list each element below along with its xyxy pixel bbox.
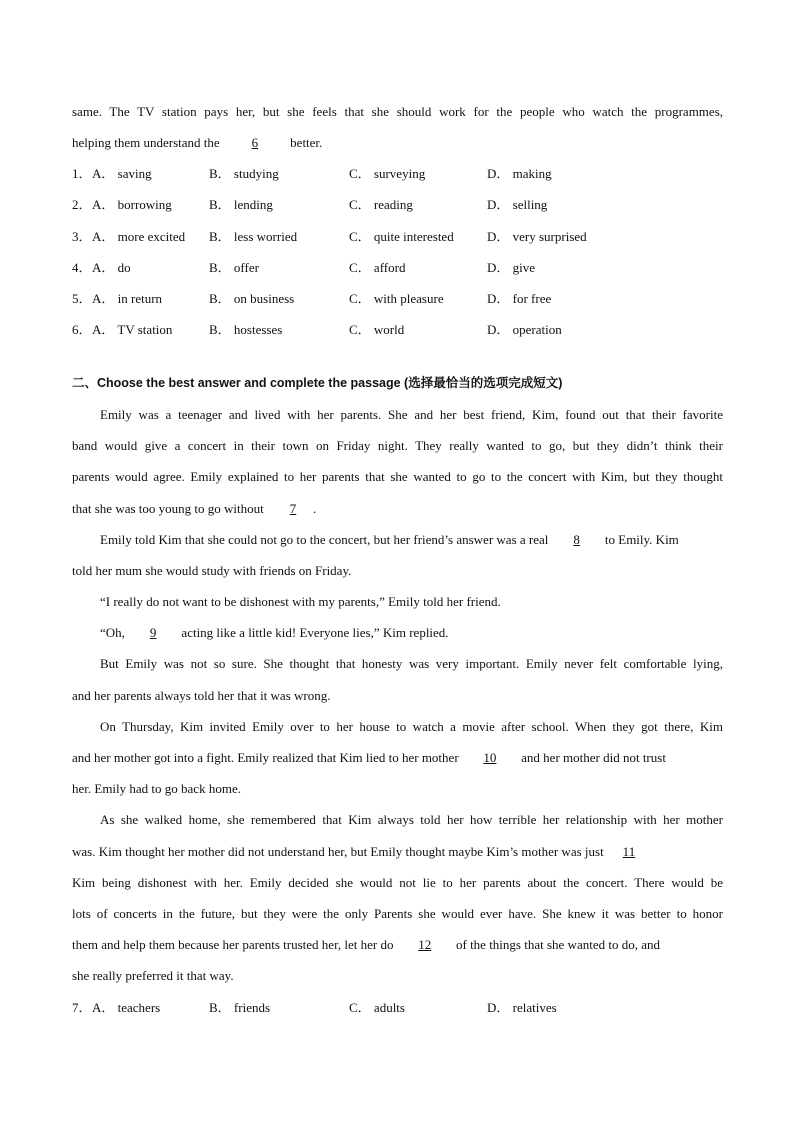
question-number: 5． <box>72 290 92 306</box>
intro-line-2 <box>72 127 723 158</box>
passage-line <box>72 742 723 773</box>
option-b[interactable]: B． friends <box>209 999 271 1015</box>
spacer <box>72 345 723 367</box>
option-a[interactable]: A． saving <box>92 166 152 182</box>
option-b[interactable]: B． hostesses <box>209 321 283 337</box>
passage-line: band would give a concert in their town on Friday night. They really wanted to go, but they didn’t think their <box>72 438 723 454</box>
option-d[interactable]: D． selling <box>487 197 548 213</box>
passage-line: told her mum she would study with friends on Friday. <box>72 562 352 578</box>
blank-10: 10 <box>483 750 497 765</box>
passage-text: Emily told Kim that she could not go to the concert, but her friend’s answer was a real <box>100 531 549 547</box>
blank-8: 8 <box>573 531 580 547</box>
option-b[interactable]: B． studying <box>209 166 279 182</box>
passage-line: Kim being dishonest with her. Emily decided she would not lie to her parents about the concert. There would be <box>72 874 723 890</box>
question-number: 4． <box>72 259 92 275</box>
question-row <box>72 992 723 1023</box>
option-d[interactable]: D． operation <box>487 321 562 337</box>
question-row <box>72 252 723 283</box>
option-c[interactable]: C． adults <box>349 999 405 1015</box>
option-c[interactable]: C． world <box>349 321 405 337</box>
option-b[interactable]: B． lending <box>209 197 273 213</box>
option-c[interactable]: C． afford <box>349 259 406 275</box>
passage-line: “I really do not want to be dishonest with my parents,” Emily told her friend. <box>100 594 501 610</box>
passage-line: On Thursday, Kim invited Emily over to her house to watch a movie after school. When they got there, Kim <box>100 718 723 734</box>
option-a[interactable]: A． teachers <box>92 999 161 1015</box>
option-c[interactable]: C． reading <box>349 197 413 213</box>
question-list-top <box>72 158 723 345</box>
option-d[interactable]: D． for free <box>487 290 552 306</box>
blank-7: 7 <box>289 500 297 516</box>
intro-line-1: same. The TV station pays her, but she feels that she should work for the people who watch the programmes, <box>72 104 723 119</box>
passage-text: . <box>313 500 317 516</box>
option-d[interactable]: D． very surprised <box>487 228 587 244</box>
question-number: 7． <box>72 999 92 1015</box>
passage-line: parents would agree. Emily explained to her parents that she wanted to go to the concert with Kim, but they thought <box>72 469 723 485</box>
option-d[interactable]: D． relatives <box>487 999 557 1015</box>
passage-text: to Emily. Kim <box>604 531 679 547</box>
question-number: 6． <box>72 321 92 337</box>
option-b[interactable]: B． offer <box>209 259 259 275</box>
passage-text: was. Kim thought her mother did not understand her, but Emily thought maybe Kim’s mother was just <box>72 843 604 859</box>
passage-line <box>72 493 723 524</box>
option-a[interactable]: A． more excited <box>92 228 186 244</box>
question-row <box>72 314 723 345</box>
option-b[interactable]: B． less worried <box>209 228 298 244</box>
question-number: 1． <box>72 166 92 182</box>
blank-6: 6 <box>251 135 259 151</box>
passage-text: “Oh, <box>100 625 125 641</box>
option-a[interactable]: A． borrowing <box>92 197 172 213</box>
passage-text: them and help them because her parents trusted her, let her do <box>72 937 394 953</box>
question-list-bottom <box>72 992 723 1023</box>
option-c[interactable]: C． quite interested <box>349 228 454 244</box>
passage-text: and her mother did not trust <box>521 750 666 765</box>
option-b[interactable]: B． on business <box>209 290 295 306</box>
blank-12: 12 <box>418 937 432 953</box>
passage-line: As she walked home, she remembered that Kim always told her how terrible her relationship with her mother <box>100 812 723 828</box>
question-number: 2． <box>72 197 92 213</box>
passage-line: lots of concerts in the future, but they were the only Parents she would ever have. She knew it was better to honor <box>72 905 723 921</box>
worksheet-page <box>72 96 723 1023</box>
blank-9: 9 <box>149 625 157 641</box>
passage-line: Emily was a teenager and lived with her parents. She and her best friend, Kim, found out that their favorite <box>100 406 723 422</box>
option-d[interactable]: D． give <box>487 259 536 275</box>
passage-line <box>72 929 723 960</box>
passage-text: of the things that she wanted to do, and <box>455 937 660 953</box>
option-a[interactable]: A． do <box>92 259 131 275</box>
option-a[interactable]: A． in return <box>92 290 163 306</box>
question-number: 3． <box>72 228 92 244</box>
passage-line: But Emily was not so sure. She thought that honesty was very important. Emily never felt comfortable lying, <box>100 656 723 672</box>
option-d[interactable]: D． making <box>487 166 552 182</box>
question-row <box>72 283 723 314</box>
passage-line <box>72 524 723 555</box>
blank-11: 11 <box>622 843 636 859</box>
intro-line-2-end: better. <box>290 135 323 151</box>
passage-line: her. Emily had to go back home. <box>72 781 241 797</box>
passage <box>72 399 723 992</box>
question-row <box>72 189 723 220</box>
question-row <box>72 158 723 189</box>
passage-text: and her mother got into a fight. Emily realized that Kim lied to her mother <box>72 750 459 765</box>
option-c[interactable]: C． surveying <box>349 166 426 182</box>
question-row <box>72 221 723 252</box>
intro-line-2-text: helping them understand the <box>72 135 220 151</box>
section-heading: 二、Choose the best answer and complete the passage (选择最恰当的选项完成短文) <box>72 375 563 390</box>
option-c[interactable]: C． with pleasure <box>349 290 444 306</box>
passage-line: she really preferred it that way. <box>72 968 234 984</box>
passage-line <box>72 836 723 867</box>
passage-text: acting like a little kid! Everyone lies,” Kim replied. <box>181 625 449 641</box>
passage-text: that she was too young to go without <box>72 500 264 516</box>
passage-line <box>72 617 723 648</box>
option-a[interactable]: A． TV station <box>92 321 173 337</box>
passage-line: and her parents always told her that it was wrong. <box>72 687 331 703</box>
